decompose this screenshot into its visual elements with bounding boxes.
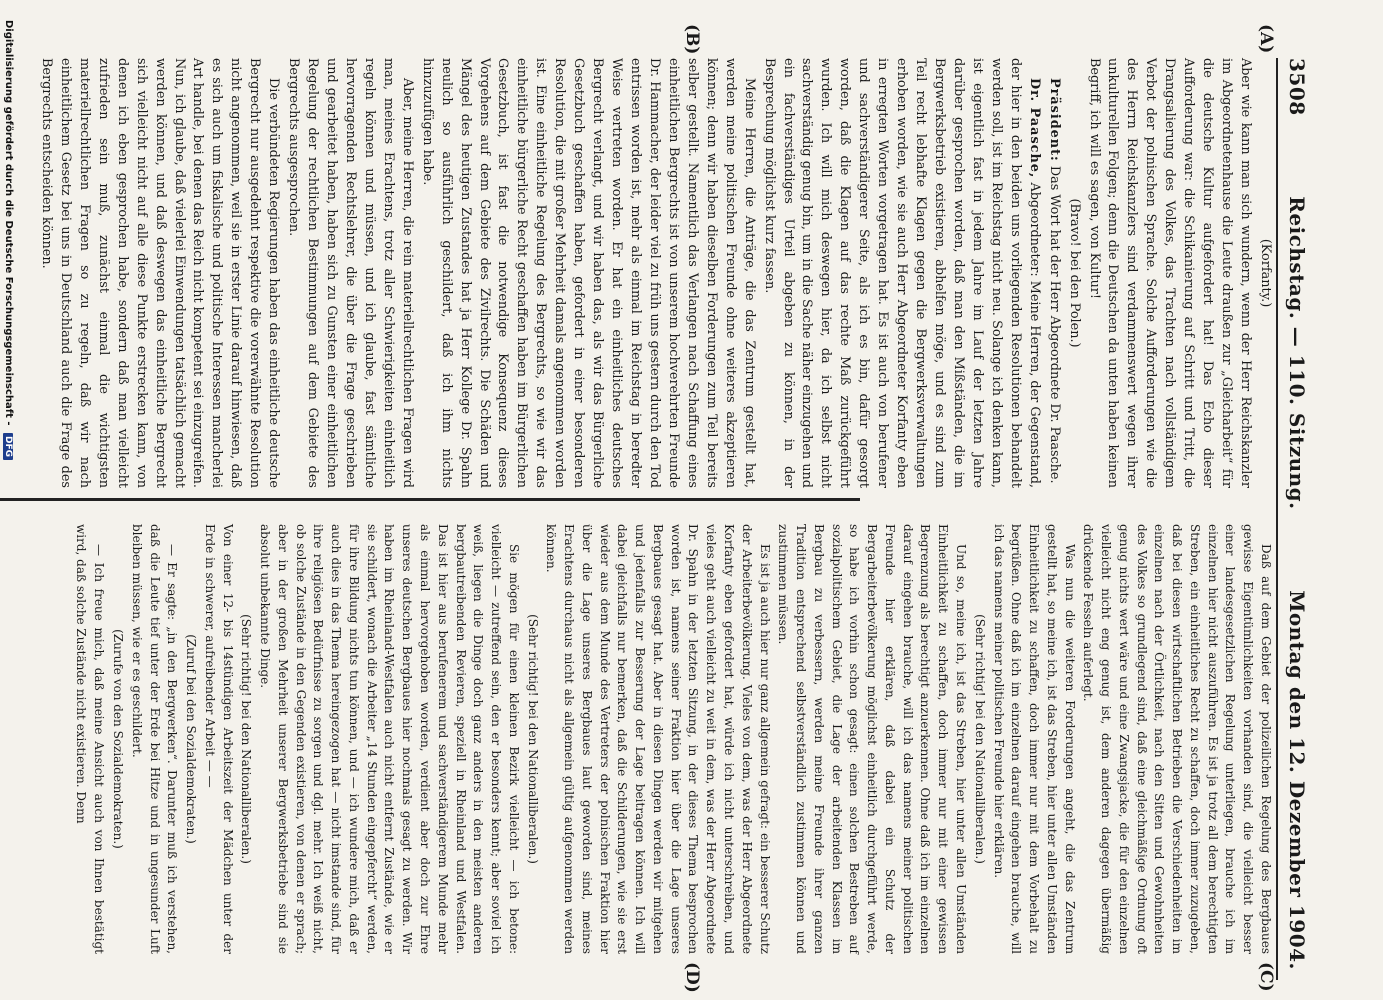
paragraph	[255, 524, 521, 954]
paragraph-text: Und so, meine ich, ist das Streben, hier unter allen Umständen Einheitlichkeit zu schaffen, doch immer nur mit einer gewissen Begrenzung als berechtigt anzuerkennen. Ohne daß ich im einzelnen darauf eingehen brauche, will ich das namens meiner politischen Freunde hier erklären, daß dabei ein Schutz der Bergarbeiterbevölkerung möglichst einheitlich durchgeführt werde, so habe ich vorhin schon gesagt: einen solchen Bestreben auf sozialpolitischem Gebiet, die Lage der arbeitenden Klassen im Bergbau zu verbessern, werden meine Freunde ihrer ganzen Tradition entsprechend selbstverständlich zustimmen können und zustimmen müssen.	[776, 524, 968, 954]
right-column	[71, 524, 1274, 954]
paragraph	[759, 58, 1043, 488]
header-rule	[1276, 58, 1278, 980]
credit-text: Digitalisierung gefördert durch die Deutsche Forschungsgemeinschaft -	[3, 20, 14, 426]
page-header	[1282, 58, 1312, 970]
paragraph-text: Was nun die weiteren Forderungen angeht, die das Zentrum gestellt hat, so meine ich, ist das Streben, hier unter allen Umständen Einheitlichkeit zu schaffen, doch immer nur mit dem Vorbehalt zu begrüßen. Ohne daß ich im einzelnen darauf eingehen brauche, will ich das namens meiner politischen Freunde hier erklären.	[991, 524, 1077, 954]
paragraph	[1079, 524, 1274, 954]
paragraph-text: (Sehr richtig! bei den Nationalliberalen.)	[972, 614, 987, 864]
paragraph	[72, 524, 108, 954]
paragraph	[1255, 58, 1274, 488]
column-divider	[0, 498, 860, 501]
paragraph-text: (Zuruf bei den Sozialdemokraten.)	[184, 634, 199, 844]
paragraph-text: Das Wort hat der Herr Abgeordnete Dr. Paasche.	[1046, 161, 1062, 484]
paragraph-text: Aber, meine Herren, die rein materiellrechtlichen Fragen wird man, meines Erachtens, trotz aller Schwierigkeiten einheitlich regeln können und müssen, und ich glaube, fast sämtliche hervorragenden Rechtslehrer, die über die Frage geschrieben und gearbeitet haben, haben sich zu Gunsten einer einheitlichen Regelung der rechtlichen Bestimmungen auf dem Gebiete des Bergrechts ausgesprochen.	[286, 58, 415, 488]
left-column	[35, 58, 1274, 488]
paragraph	[200, 524, 236, 954]
session-date: Montag den 12. Dezember 1904.	[1285, 590, 1309, 970]
paragraph-text: Daß auf dem Gebiet der polizeilichen Regelung des Bergbaues gewisse Eigentümlichkeiten vorhanden sind, die vielleicht besser einer landesgesetzlichen Regelung unterliegen, brauche ich im einzelnen hier nicht auszuführen. Es ist ja trotz all dem berechtigten Streben, ein einheitliches Recht zu schaffen, doch immer zuzugeben, daß bei diesen wirtschaftlichen Betrieben die Verschiedenheiten im einzelnen nach der Örtlichkeit, nach den Sitten und Gewohnheiten des Volkes so grundlegend sind, daß eine gleichmäßige Ordnung oft genug nichts wert wäre und eine Zwangsjacke, die für den einzelnen vielleicht nicht eng genug ist, dem anderen dagegen übermäßig drückende Fesseln auferlegt.	[1081, 524, 1273, 954]
paragraph-text: (Zurufe von den Sozialdemokraten.)	[111, 629, 125, 849]
paragraph-text: (Sehr richtig! bei den Nationalliberalen.)	[525, 614, 540, 864]
interjection	[181, 524, 199, 954]
paragraph-text: Es ist ja auch hier nur ganz allgemein gefragt: ein besserer Schutz der Arbeiterbevölkerung. Vieles von dem, was der Herr Abgeordnete Korfanty eben gefordert hat, würde ich nicht unterschreiben, und vieles geht auch vielleicht zu weit in dem, was der Herr Abgeordnete Dr. Spahn in der letzten Sitzung, in der dieses Thema besprochen worden ist, namens seiner Fraktion hier über die Lage unseres Bergbaues gesagt hat. Aber in diesen Dingen werden wir mitgehen und jedenfalls zur Besserung der Lage beitragen können. Ich will dabei gleichfalls nur bemerken, daß die Schilderungen, wie sie erst wieder aus dem Munde des Vertreters der polnischen Fraktion hier über die Lage unseres Bergbaues laut geworden sind, meines Erachtens durchaus nicht als allgemein gültig aufgenommen werden können.	[544, 524, 772, 954]
interjection	[108, 524, 126, 954]
paragraph	[1084, 58, 1254, 488]
page-number: 3508	[1285, 58, 1309, 116]
interjection	[237, 524, 255, 954]
paragraph	[127, 524, 180, 954]
interjection	[970, 524, 988, 954]
paragraph-text: Aber wie kann man sich wundern, wenn der Herr Reichskanzler im Abgeordnetenhause die Leute draußen zur „Gleicharbeit“ für die deutsche Kultur aufgefordert hat! Das Echo dieser Aufforderung war: die Schikanierung auf Schritt und Tritt, die Drangsalierung des Volkes, das Trachten nach vollständigem Verbot der polnischen Sprache. Solche Aufforderungen wie die des Herrn Reichskanzlers sind verdammenswert wegen ihrer unkulturellen Folgen; denn die Deutschen da unten haben keinen Begriff, ich will es sagen, von Kultur!	[1086, 58, 1254, 488]
paragraph	[1044, 58, 1063, 488]
paragraph-text: (Sehr richtig! bei den Nationalliberalen.)	[239, 614, 254, 864]
marker-d: (D)	[682, 962, 702, 993]
marker-a: (A)	[1256, 24, 1276, 54]
speaker-name: Dr. Paasche,	[1026, 78, 1042, 179]
paragraph-text: Die verbündeten Regierungen haben das einheitliche deutsche Bergrecht nur ausgedehnt respektive die vorerwähnte Resolution nicht angenommen, weil sie in erster Linie darauf hinwiesen, daß es sich auch um fiskalische und politische Interessen mancherlei Art handle, bei denen das Reich nicht kompetent sei einzugreifen. Nun, ich glaube, daß vielerlei Einwendungen tatsächlich gemacht werden können, und daß deswegen das einheitliche Bergrecht sich vielleicht nicht auf alle diese Punkte erstrecken kann, von denen ich eben gesprochen habe, sondern daß man vielleicht zufrieden sein muß, zunächst einmal die wichtigsten materiellrechtlichen Fragen so zu regeln, daß wir nach einheitlichem Gesetz bei uns in Deutschland auch die Frage des Bergrechts entscheiden können.	[39, 58, 282, 488]
paragraph-text: (Korfanty.)	[1258, 238, 1273, 308]
paragraph-text: — Ich freue mich, daß meine Ansicht auch von Ihnen bestätigt wird, daß solche Zustände nicht existieren. Denn	[74, 524, 107, 954]
session-title: Reichstag. — 110. Sitzung.	[1285, 196, 1309, 510]
paragraph	[36, 58, 282, 488]
digitization-credit	[3, 20, 14, 460]
marker-c: (C)	[1256, 962, 1276, 992]
paragraph-text: Sie mögen für einen kleinen Bezirk vielleicht — ich betone: vielleicht — zutreffend sein, den er besonders kennt; aber soviel ich weiß, liegen die Dinge doch ganz anders in den meisten anderen bergbautreibenden Revieren, speziell in Rheinland und Westfalen. Das ist hier aus berufenerem und sachverständigerem Munde mehr als einmal hervorgehoben worden, verdient aber doch zur Ehre unseres deutschen Bergbaues hier nochmals gesagt zu werden. Wir haben im Rheinland-Westfalen auch nicht entfernt Zustände, wie er sie schildert, wonach die Arbeiter „14 Stunden eingepfercht“ werden, für ihre Bildung nichts tun können, und — ich wundere mich, daß er auch dies in das Thema hereingezogen hat — nicht imstande sind, für ihre religiösen Bedürfnisse zu sorgen und dgl. mehr. Ich weiß nicht, ob solche Zustände in den Gegenden existieren, von denen er sprach; aber in der großen Mehrheit unserer Bergwerksbetriebe sind sie absolut unbekannte Dinge.	[258, 524, 521, 954]
paragraph-text: Meine Herren, die Anträge, die das Zentrum gestellt hat, werden meine politischen Freunde ohne weiteres akzeptieren können; denn wir haben dieselben Forderungen zum Teil bereits selber gestellt. Namentlich das Verlangen nach Schaffung eines einheitlichen Bergrechts ist von unserem hochverehrten Freunde Dr. Hammacher, der leider viel zu früh uns gestern durch den Tod entrissen worden ist, mehr als einmal im Reichstag in beredter Weise vertreten worden. Er hat ein einheitliches deutsches Bergrecht verlangt, und wir haben das, als wir das Bürgerliche Gesetzbuch geschaffen haben, gefordert in einer besonderen Resolution, die mit großer Mehrheit damals angenommen worden ist. Eine einheitliche Regelung des Bergrechts, so wie wir das einheitliche bürgerliche Recht geschaffen haben im Bürgerlichen Gesetzbuch, ist fast die notwendige Konsequenz dieses Vorgehens auf dem Gebiete des Zivilrechts. Die Schäden und Mängel des heutigen Zustandes hat ja Herr Kollege Dr. Spahn neulich so ausführlich geschildert, daß ich ihm nichts hinzuzufügen habe.	[419, 58, 757, 488]
paragraph	[774, 524, 969, 954]
dfg-logo-icon: DFG	[3, 433, 13, 460]
paragraph-text: Abgeordneter: Meine Herren, der Gegenstand, der hier in den beiden uns vorliegenden Resolutionen behandelt werden soll, ist im Reichstag nicht neu. Solange ich denken kann, ist eigentlich fast in jedem Jahre im Lauf der letzten Jahre darüber gesprochen worden, daß man den Mißständen, die im Bergwerksbetrieb existieren, abhelfen möge, und es sind zum Teil recht lebhafte Klagen gegen die Bergwerksverwaltungen erhoben worden, wie sie auch Herr Abgeordneter Korfanty eben in erregten Worten vorgetragen hat. Es ist auch von berufener und sachverständigerer Seite, als ich es bin, dafür gesorgt worden, daß die Klagen auf das rechte Maß zurückgeführt wurden. Ich will mich deswegen hier, da ich selbst nicht sachverständig genug bin, um in die Sache näher einzugehen und ein fachverständiges Urteil abgeben zu können, in der Besprechung möglichst kurz fassen.	[761, 58, 1042, 488]
marker-b: (B)	[682, 24, 702, 55]
speaker-name: Präsident:	[1046, 78, 1062, 162]
paragraph	[542, 524, 773, 954]
paragraph	[417, 58, 758, 488]
paragraph	[989, 524, 1078, 954]
interjection	[523, 524, 541, 954]
paragraph-text: — Er sagte: „in den Bergwerken“. Darunter muß ich verstehen, daß die Leute tief unter der Erde bei Hitze und in ungesunder Luft bleiben müssen, wie er es geschildert.	[129, 524, 180, 954]
paragraph-text: Von einer 12- bis 14stündigen Arbeitszeit der Mädchen unter der Erde in schwerer, aufreibender Arbeit — —	[202, 524, 235, 954]
paragraph	[283, 58, 416, 488]
interjection	[1064, 58, 1083, 488]
paragraph-text: (Bravo! bei den Polen.)	[1066, 198, 1082, 348]
